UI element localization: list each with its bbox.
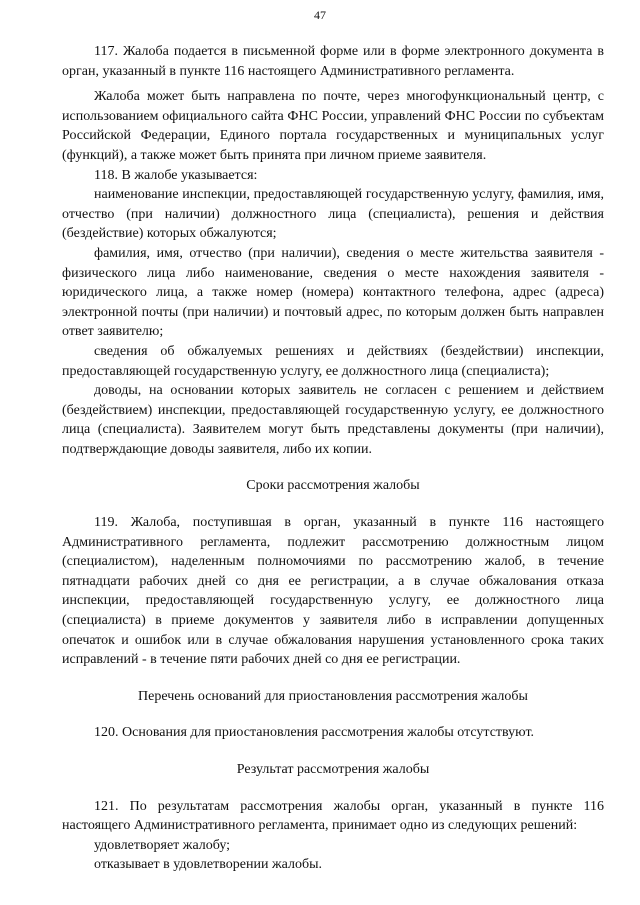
paragraph-118: 118. В жалобе указывается: xyxy=(94,167,258,183)
paragraph-121: 121. По результатам рассмотрения жалобы орган, указанный в пункте 116 настоящего Административного регламента, принимает одно из следующих решений: xyxy=(62,798,604,834)
list-item-applicant-details: фамилия, имя, отчество (при наличии), сведения о месте жительства заявителя - физического лица либо наименование, сведения о месте нахождения заявителя - юридического лица, а также номер (номера) контактного телефона, адрес (адреса) электронной почты (при наличии) и почтовый адрес, по которым должен быть направлен ответ заявителю; xyxy=(62,245,604,340)
paragraph-120: 120. Основания для приостановления рассмотрения жалобы отсутствуют. xyxy=(94,725,535,741)
document-body xyxy=(62,42,604,875)
list-item-arguments: доводы, на основании которых заявитель не согласен с решением и действием (бездействием) инспекции, предоставляющей государственную услугу, ее должностного лица (специалиста). Заявителем могут быть представлены документы (при наличии), подтверждающие доводы заявителя, либо их копии. xyxy=(62,383,604,457)
page-number: 47 xyxy=(314,8,326,22)
list-item-appealed-decisions: сведения об обжалуемых решениях и действиях (бездействии) инспекции, предоставляющей государственную услугу, ее должностного лица (специалиста); xyxy=(62,343,604,379)
paragraph-119: 119. Жалоба, поступившая в орган, указанный в пункте 116 настоящего Административного регламента, подлежит рассмотрению должностным лицом (специалистом), наделенным полномочиями по рассмотрению жалоб, в течение пятнадцати рабочих дней со дня ее регистрации, а в случае обжалования отказа инспекции, предоставляющей государственную услугу, ее должностного лица (специалиста) в приеме документов у заявителя либо в исправлении допущенных опечаток и ошибок или в случае обжалования нарушения установленного срока таких исправлений - в течение пяти рабочих дней со дня ее регистрации. xyxy=(62,515,604,668)
list-item-refuse: отказывает в удовлетворении жалобы. xyxy=(94,857,322,873)
section-heading-review-terms: Сроки рассмотрения жалобы xyxy=(246,478,420,494)
list-item-satisfy: удовлетворяет жалобу; xyxy=(94,837,231,853)
list-item-inspection-name: наименование инспекции, предоставляющей государственную услугу, фамилия, имя, отчество (при наличии) должностного лица (специалиста), решения и действия (бездействие) которых обжалуются; xyxy=(62,187,604,242)
section-heading-suspension-grounds: Перечень оснований для приостановления рассмотрения жалобы xyxy=(138,688,528,704)
section-heading-review-result: Результат рассмотрения жалобы xyxy=(236,762,430,777)
paragraph-submission-channels: Жалоба может быть направлена по почте, через многофункциональный центр, с использованием официального сайта ФНС России, управлений ФНС России по субъектам Российской Федерации, Единого портала государственных и муниципальных услуг (функций), а также может быть принята при личном приеме заявителя. xyxy=(62,89,604,163)
paragraph-117: 117. Жалоба подается в письменной форме или в форме электронного документа в орган, указанный в пункте 116 настоящего Административного регламента. xyxy=(62,44,604,79)
